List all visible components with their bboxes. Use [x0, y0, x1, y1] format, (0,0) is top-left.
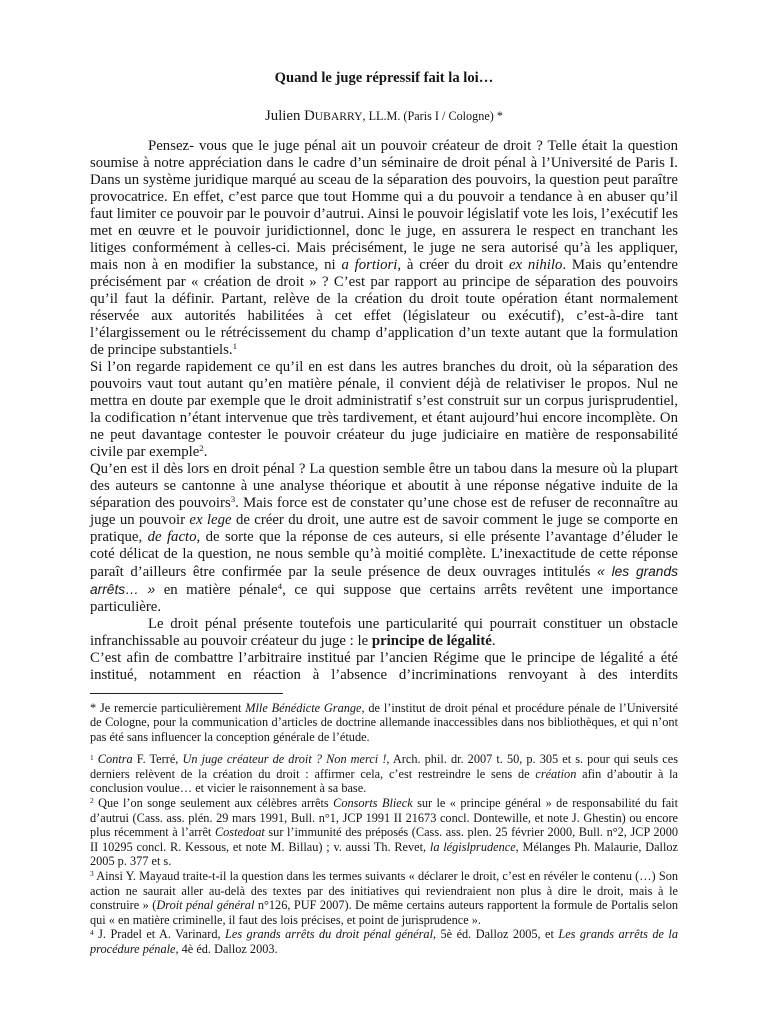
footnote-marker: 2	[90, 796, 94, 806]
text-run: C’est afin de combattre l’arbitraire institué par l’ancien Régime que le principe de légalité a été institué, notamment en réaction à l’absence d’incriminations renvoyant à des interdits	[90, 649, 678, 683]
text-run: sur le « principe général » de responsabilité du fait d’autrui (Cass. ass. plén. 29 mars 1991, Bull. n°1, JCP 1991 II 21673 concl. Dontewille, et note J. Ghestin) ou encore plus récemment à l’arrêt	[90, 796, 678, 840]
author-last-name: DUBARRY	[304, 108, 363, 124]
italic-text: la législprudence	[429, 839, 516, 854]
paragraph	[90, 616, 678, 650]
footnote-marker: 3	[230, 494, 236, 505]
author-line	[90, 107, 678, 126]
footnotes	[90, 701, 678, 957]
footnote-4	[90, 927, 678, 956]
paragraph	[90, 359, 678, 461]
text-run: , Mélanges Ph. Malaurie, Dalloz 2005 p. 377 et s.	[90, 839, 678, 869]
text-run: .	[203, 443, 208, 460]
italic-text: Droit pénal général	[156, 898, 255, 913]
article-body	[90, 138, 678, 684]
italic-text: de facto	[147, 528, 197, 545]
italic-text: Les grands arrêts du droit pénal général	[225, 927, 433, 942]
author-affiliation: , LL.M. (Paris I / Cologne) *	[362, 109, 503, 123]
italic-text: ex lege	[189, 511, 232, 528]
author-first-name: Julien	[265, 108, 301, 124]
text-run: , à créer du droit	[397, 256, 509, 273]
text-run: Si l’on regarde rapidement ce qu’il en est dans les autres branches du droit, où la séparation des pouvoirs vaut tout autant qu’en matière pénale, il convient déjà de relativiser le propos. Nul ne mettra en doute par exemple que le droit administratif s’est construit sur un corpus jurisprudentiel, la codification n’étant intervenue que très tardivement, et étant aujourd’hui encore incomplète. On ne peut davantage contester le pouvoir créateur du juge judiciaire en matière de responsabilité civile par exemple	[90, 358, 678, 460]
text-run: . Mais force est de constater qu’une chose est de refuser de reconnaître au juge un pouvoir	[90, 494, 678, 528]
text-run: , de l’institut de droit pénal et procédure pénale de l’Université de Cologne, pour la communication d’articles de doctrine allemande inaccessibles dans nos bibliothèques, et qui n’ont pas été sans influencer la conception générale de l’étude.	[90, 700, 678, 744]
text-run: Pensez- vous que le juge pénal ait un pouvoir créateur de droit ? Telle était la question soumise à notre appréciation dans le cadre d’un séminaire de droit pénal à l’Université de Paris I. Dans un système juridique marqué au sceau de la séparation des pouvoirs, la question peut paraître provocatrice. En effet, c’est parce que tout Homme qui a du pouvoir a tendance à en abuser qu’il faut limiter ce pouvoir par le pouvoir d’autrui. Ainsi le pouvoir législatif vote les lois, l’exécutif les met en œuvre et le pouvoir juridictionnel, donc le juge, en assurera le respect en tranchant les litiges conformément à celles-ci. Mais précisément, le juge ne sera autorisé qu’à les appliquer, mais non à en modifier la substance, ni	[90, 137, 678, 273]
text-run: Ainsi Y. Mayaud traite-t-il la question dans les termes suivants « déclarer le droit, c’est en révéler le contenu (…) Son action ne saurait aller au-delà des textes par des initiatives qui reviendraient non plus à dire le droit, mais à le construire » (	[90, 869, 678, 913]
footnote-marker: 2	[199, 443, 204, 454]
italic-text: Un juge créateur de droit ? Non merci !	[182, 752, 387, 767]
text-run: , de sorte que la réponse de ces auteurs, si elle présente l’avantage d’éluder le coté délicat de la question, ne nous semble qu’à moitié complète. L’inexactitude de cette réponse paraît d’ailleurs être confirmée par la seule présence de deux ouvrages intitulés	[90, 528, 678, 580]
text-run: sur l’immunité des préposés (Cass. ass. plen. 25 février 2000, Bull. n°2, JCP 2000 II 10295 concl. R. Kessous, et note M. Billau) ; v. aussi Th. Revet,	[90, 825, 678, 854]
footnote-marker: 4	[90, 927, 94, 937]
footnote-marker: 1	[90, 752, 94, 762]
paragraph	[90, 138, 678, 359]
text-run: n°126, PUF 2007). De même certains auteurs rapportent la formule de Portalis selon qui « en matière criminelle, il faut des lois précises, et point de jurisprudence ».	[90, 898, 678, 927]
italic-text: Mlle Bénédicte Grange	[245, 700, 362, 715]
bold-text: principe de légalité	[371, 632, 492, 649]
paragraph	[90, 650, 678, 684]
article-title: Quand le juge répressif fait la loi…	[274, 70, 494, 86]
text-run: de créer du droit, une autre est de savoir comment le juge se comporte en pratique,	[90, 511, 678, 545]
text-run: en matière pénale	[155, 581, 278, 598]
italic-text: création	[535, 766, 577, 781]
footnote-marker: 4	[277, 581, 283, 592]
text-run: .	[491, 632, 496, 649]
italic-text: Les grands arrêts de la procédure pénale	[90, 927, 678, 956]
text-run: . Mais qu’entendre précisément par « création de droit » ? C’est par rapport au principe de séparation des pouvoirs qu’il faut la définir. Partant, relève de la création du droit toute opération étant normalement réservée aux autorités habilitées à cet effet (législateur ou exécutif), c’est-à-dire tant l’élargissement ou le rétrécissement du champ d’application d’un texte autant que la formulation de principe substantiels.	[90, 256, 678, 358]
footnote-1	[90, 752, 678, 796]
italic-text: ex nihilo	[508, 256, 563, 273]
italic-text: Contra	[93, 752, 133, 767]
text-run: , Arch. phil. dr. 2007 t. 50, p. 305 et s. pour qui seuls ces derniers relèvent de la création du droit : affirmer cela, c’est restreindre le sens de	[90, 752, 679, 781]
text-run: , ce qui suppose que certains arrêts revêtent une importance particulière.	[90, 581, 678, 615]
italic-text: Costedoat	[214, 825, 265, 840]
footnote-author-note	[90, 701, 678, 745]
text-run: , 5è éd. Dalloz 2005, et	[432, 927, 559, 942]
text-run: Le droit pénal présente toutefois une particularité qui pourrait constituer un obstacle infranchissable au pouvoir créateur du juge : le	[90, 615, 678, 649]
text-run: Que l’on songe seulement aux célèbres arrêts	[93, 796, 334, 811]
footnote-marker: 1	[232, 341, 238, 352]
paragraph	[90, 461, 678, 616]
text-run: Qu’en est il dès lors en droit pénal ? La question semble être un tabou dans la mesure où la plupart des auteurs se cantonne à une analyse théorique et aboutit à une réponse négative induite de la séparation des pouvoirs	[90, 460, 678, 511]
text-run: , 4è éd. Dalloz 2003.	[175, 942, 278, 956]
footnote-separator	[90, 693, 283, 694]
italic-text: Consorts Blieck	[333, 796, 413, 811]
footnote-marker: 3	[90, 869, 94, 879]
text-run: F. Terré,	[132, 752, 183, 767]
italic-text: « les grands arrêts… »	[90, 563, 678, 597]
text-run: J. Pradel et A. Varinard,	[93, 927, 226, 942]
footnote-2	[90, 796, 678, 869]
text-run: * Je remercie particulièrement	[90, 700, 246, 715]
footnote-3	[90, 869, 678, 927]
italic-text: a fortiori	[341, 256, 398, 273]
text-run: afin d’aboutir à la conclusion voulue… et vicier le raisonnement à sa base.	[90, 766, 679, 796]
